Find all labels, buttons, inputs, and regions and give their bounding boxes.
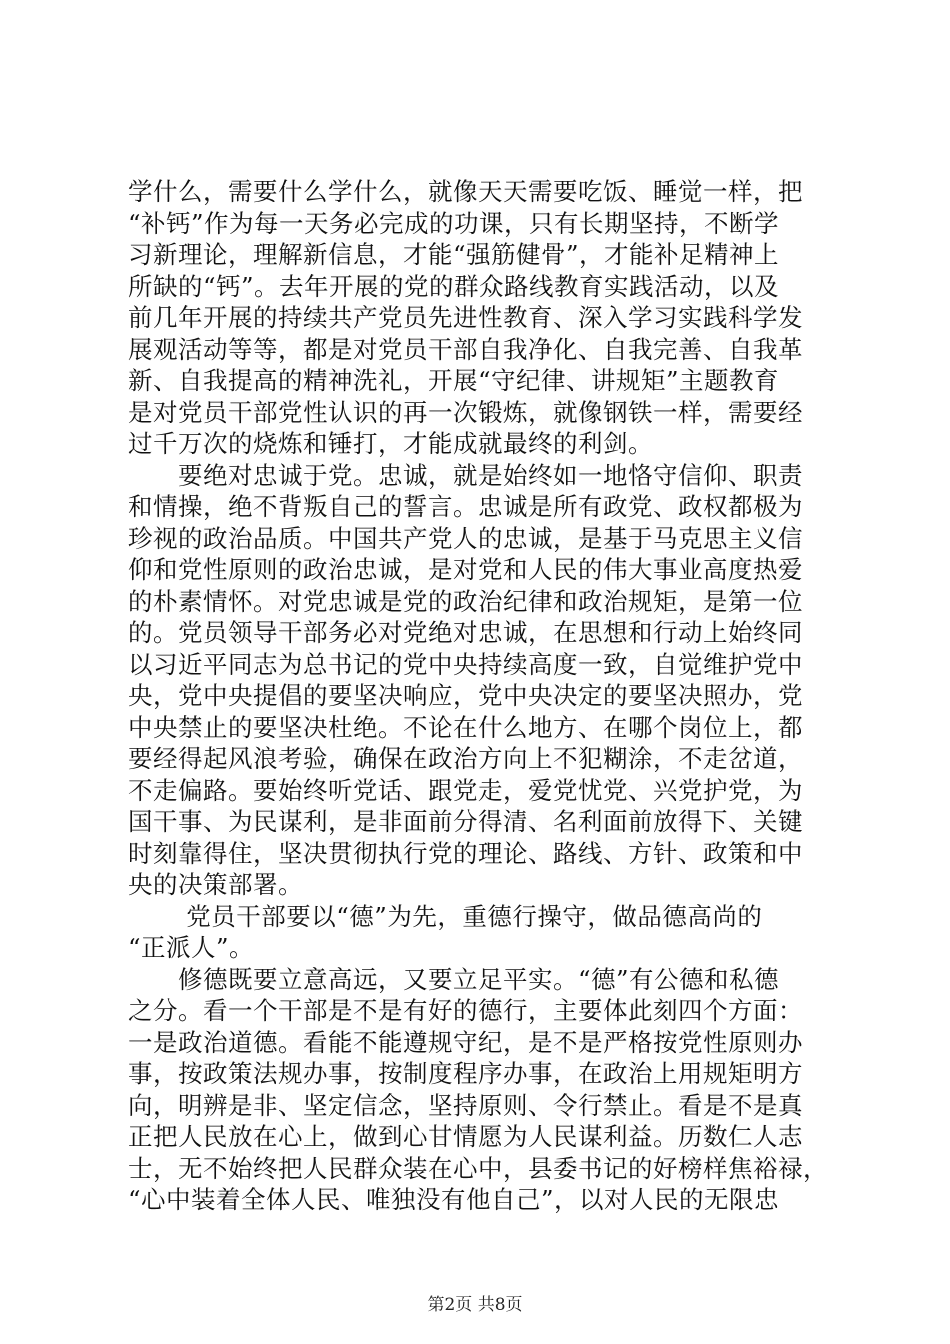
- text-line: 央的决策部署。: [128, 870, 303, 899]
- text-line: 的。党员领导干部务必对党绝对忠诚，在思想和行动上始终同: [128, 618, 803, 647]
- text-line: 士，无不始终把人民群众装在心中，县委书记的好榜样焦裕禄，: [128, 1153, 828, 1183]
- text-line: 国干事、为民谋利，是非面前分得清、名利面前放得下、关键: [128, 807, 803, 836]
- text-line: 仰和党性原则的政治忠诚，是对党和人民的伟大事业高度热爱: [128, 555, 803, 584]
- text-line: 习新理论，理解新信息，才能“强筋健骨”，才能补足精神上: [128, 240, 780, 269]
- text-line: 过千万次的烧炼和锤打，才能成就最终的利剑。: [128, 429, 653, 458]
- text-line: “正派人”。: [128, 933, 255, 962]
- body-text: [128, 176, 828, 1216]
- text-line: 所缺的“钙”。去年开展的党的群众路线教育实践活动，以及: [128, 271, 780, 301]
- page-footer: 第2页 共8页: [427, 1295, 523, 1315]
- text-line: 一是政治道德。看能不能遵规守纪，是不是严格按党性原则办: [128, 1027, 803, 1057]
- text-line: 修德既要立意高远，又要立足平实。“德”有公德和私德: [128, 964, 780, 994]
- text-line: 珍视的政治品质。中国共产党人的忠诚，是基于马克思主义信: [128, 523, 803, 553]
- text-line: 之分。看一个干部是不是有好的德行，主要体此刻四个方面：: [128, 996, 803, 1025]
- text-line: 要经得起风浪考验，确保在政治方向上不犯糊涂，不走岔道，: [128, 744, 803, 773]
- text-line: 向，明辨是非、坚定信念，坚持原则、令行禁止。看是不是真: [128, 1090, 803, 1120]
- text-line: 正把人民放在心上，做到心甘情愿为人民谋利益。历数仁人志: [128, 1122, 803, 1151]
- text-line: 展观活动等等，都是对党员干部自我净化、自我完善、自我革: [128, 334, 803, 364]
- text-line: 要绝对忠诚于党。忠诚，就是始终如一地恪守信仰、职责: [128, 460, 803, 490]
- text-line: 和情操，绝不背叛自己的誓言。忠诚是所有政党、政权都极为: [128, 492, 803, 521]
- text-line: 前几年开展的持续共产党员先进性教育、深入学习实践科学发: [128, 303, 803, 332]
- text-line: “心中装着全体人民、唯独没有他自己”，以对人民的无限忠: [128, 1185, 780, 1214]
- text-line: 是对党员干部党性认识的再一次锻炼，就像钢铁一样，需要经: [128, 397, 803, 427]
- text-line: 以习近平同志为总书记的党中央持续高度一致，自觉维护党中: [128, 649, 803, 679]
- text-line: 党员干部要以“德”为先，重德行操守，做品德高尚的: [128, 901, 763, 931]
- text-line: 央，党中央提倡的要坚决响应，党中央决定的要坚决照办，党: [128, 681, 803, 710]
- text-line: 中央禁止的要坚决杜绝。不论在什么地方、在哪个岗位上，都: [128, 712, 803, 742]
- text-line: 时刻靠得住，坚决贯彻执行党的理论、路线、方针、政策和中: [128, 838, 803, 868]
- text-line: 不走偏路。要始终听党话、跟党走，爱党忧党、兴党护党，为: [128, 775, 803, 805]
- text-line: 事，按政策法规办事，按制度程序办事，在政治上用规矩明方: [128, 1059, 803, 1088]
- text-line: 的朴素情怀。对党忠诚是党的政治纪律和政治规矩，是第一位: [128, 586, 803, 616]
- text-line: 学什么，需要什么学什么，就像天天需要吃饭、睡觉一样，把: [128, 177, 803, 206]
- text-line: 新、自我提高的精神洗礼，开展“守纪律、讲规矩”主题教育: [128, 366, 780, 395]
- text-line: “补钙”作为每一天务必完成的功课，只有长期坚持，不断学: [128, 208, 780, 238]
